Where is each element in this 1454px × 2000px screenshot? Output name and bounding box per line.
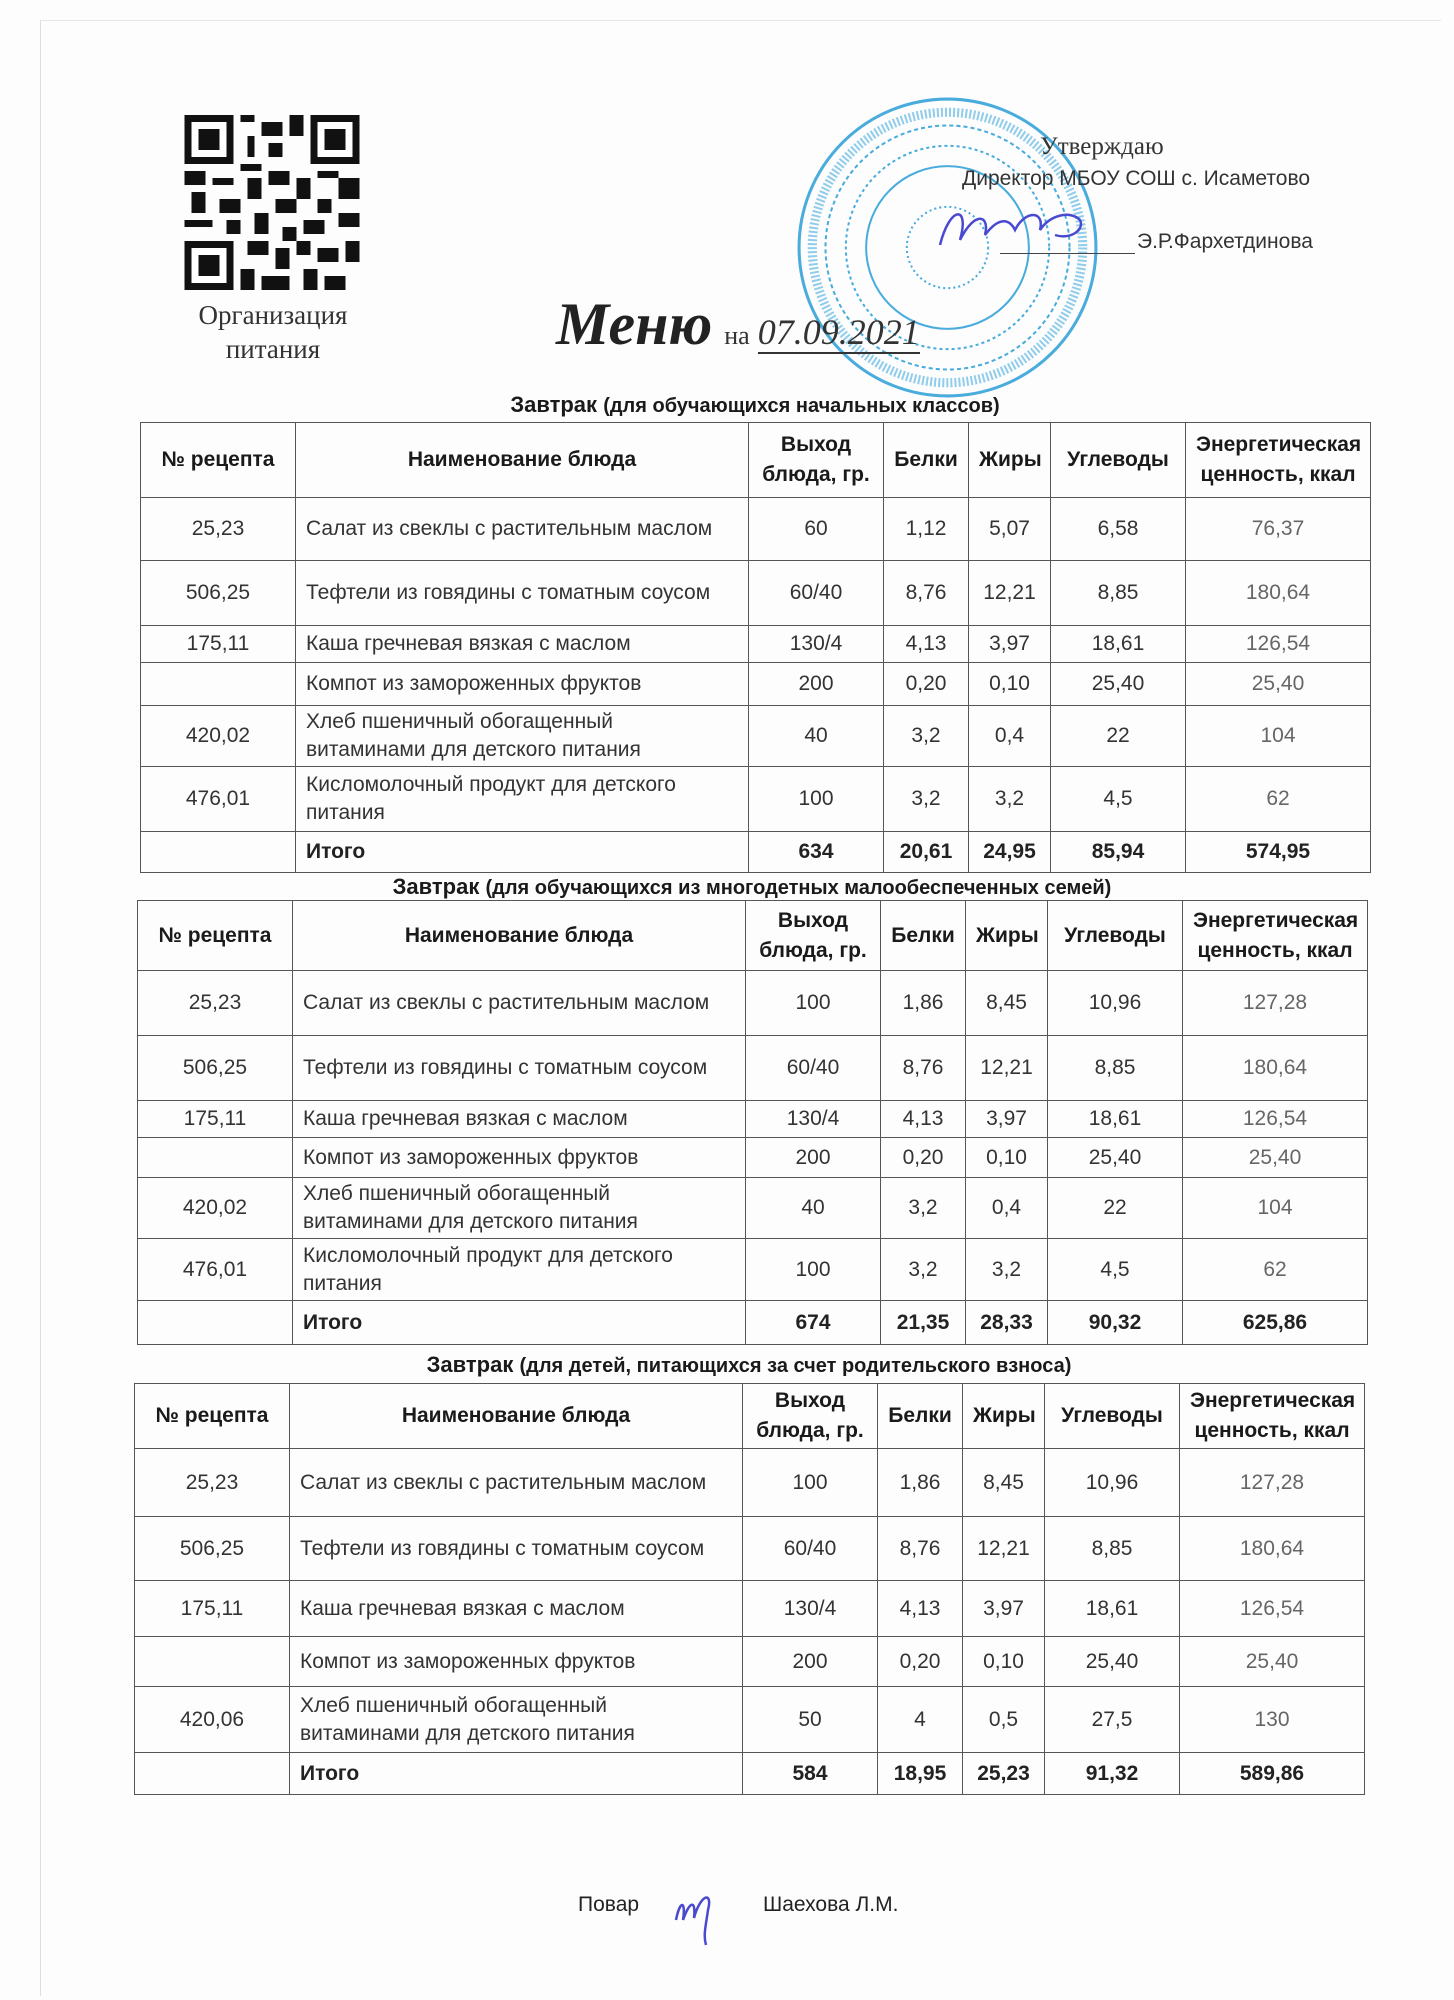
cell-energy-value: 126,54 bbox=[1180, 1581, 1365, 1637]
cell-fats: 3,97 bbox=[966, 1101, 1048, 1138]
column-header-dish-name: Наименование блюда bbox=[290, 1384, 743, 1449]
cell-portion-weight: 40 bbox=[749, 706, 884, 767]
section-subtitle: (для обучающихся начальных классов) bbox=[603, 395, 1000, 417]
organization-label bbox=[178, 298, 368, 366]
section-title-main: Завтрак bbox=[426, 1352, 514, 1377]
cell-carbohydrates: 18,61 bbox=[1051, 626, 1186, 663]
total-row bbox=[141, 832, 1371, 873]
table-row bbox=[141, 663, 1371, 706]
total-carbohydrates: 91,32 bbox=[1045, 1753, 1180, 1795]
org-label-line2: питания bbox=[225, 334, 321, 364]
table-row bbox=[138, 1138, 1368, 1178]
cell-proteins: 0,20 bbox=[881, 1138, 966, 1178]
section-subtitle: (для обучающихся из многодетных малообеспеченных семей) bbox=[485, 877, 1112, 899]
total-proteins: 18,95 bbox=[878, 1753, 963, 1795]
cell-energy-value: 127,28 bbox=[1180, 1449, 1365, 1517]
table-header-row bbox=[138, 901, 1368, 971]
cell-energy-value: 126,54 bbox=[1183, 1101, 1368, 1138]
cell-energy-value: 25,40 bbox=[1186, 663, 1371, 706]
cell-recipe-number: 25,23 bbox=[141, 498, 296, 561]
column-header-proteins: Белки bbox=[884, 423, 969, 498]
cell-dish-name: Компот из замороженных фруктов bbox=[293, 1138, 746, 1178]
cell-carbohydrates: 4,5 bbox=[1051, 767, 1186, 832]
cell-fats: 3,97 bbox=[963, 1581, 1045, 1637]
cell-dish-name: Тефтели из говядины с томатным соусом bbox=[290, 1517, 743, 1581]
column-header-recipe-number: № рецепта bbox=[135, 1384, 290, 1449]
cell-fats: 5,07 bbox=[969, 498, 1051, 561]
column-header-fats: Жиры bbox=[963, 1384, 1045, 1449]
cell-fats: 8,45 bbox=[966, 971, 1048, 1036]
column-header-fats: Жиры bbox=[969, 423, 1051, 498]
cell-portion-weight: 60/40 bbox=[743, 1517, 878, 1581]
total-row bbox=[135, 1753, 1365, 1795]
cell-portion-weight: 100 bbox=[746, 1239, 881, 1301]
table-row bbox=[135, 1687, 1365, 1753]
cell-dish-name: Каша гречневая вязкая с маслом bbox=[293, 1101, 746, 1138]
cell-proteins: 8,76 bbox=[878, 1517, 963, 1581]
column-header-energy-value: Энергетическая ценность, ккал bbox=[1186, 423, 1371, 498]
cell-recipe-number: 476,01 bbox=[141, 767, 296, 832]
table-row bbox=[135, 1517, 1365, 1581]
table-header-row bbox=[135, 1384, 1365, 1449]
cell-carbohydrates: 10,96 bbox=[1048, 971, 1183, 1036]
cell-recipe-number: 175,11 bbox=[141, 626, 296, 663]
total-fats: 28,33 bbox=[966, 1301, 1048, 1345]
cell-dish-name: Салат из свеклы с растительным маслом bbox=[296, 498, 749, 561]
cell-proteins: 0,20 bbox=[878, 1637, 963, 1687]
cell-carbohydrates: 4,5 bbox=[1048, 1239, 1183, 1301]
cell-energy-value: 180,64 bbox=[1180, 1517, 1365, 1581]
cell-fats: 0,10 bbox=[966, 1138, 1048, 1178]
total-fats: 24,95 bbox=[969, 832, 1051, 873]
cell-energy-value: 130 bbox=[1180, 1687, 1365, 1753]
total-row bbox=[138, 1301, 1368, 1345]
cell-fats: 8,45 bbox=[963, 1449, 1045, 1517]
table-row bbox=[141, 626, 1371, 663]
cell-energy-value: 126,54 bbox=[1186, 626, 1371, 663]
cell-recipe-number: 420,02 bbox=[138, 1178, 293, 1239]
cell-fats: 0,10 bbox=[969, 663, 1051, 706]
column-header-fats: Жиры bbox=[966, 901, 1048, 971]
cell-recipe-number bbox=[135, 1637, 290, 1687]
cell-portion-weight: 100 bbox=[743, 1449, 878, 1517]
cell-proteins: 8,76 bbox=[881, 1036, 966, 1101]
table-header-row bbox=[141, 423, 1371, 498]
cook-label: Повар bbox=[578, 1893, 640, 1916]
cell-energy-value: 25,40 bbox=[1183, 1138, 1368, 1178]
cell-energy-value: 62 bbox=[1183, 1239, 1368, 1301]
cell-proteins: 1,12 bbox=[884, 498, 969, 561]
cell-fats: 3,2 bbox=[969, 767, 1051, 832]
cell-fats: 3,2 bbox=[966, 1239, 1048, 1301]
cell-portion-weight: 130/4 bbox=[746, 1101, 881, 1138]
cell-dish-name: Каша гречневая вязкая с маслом bbox=[296, 626, 749, 663]
column-header-energy-value: Энергетическая ценность, ккал bbox=[1180, 1384, 1365, 1449]
table-row bbox=[141, 498, 1371, 561]
cell-dish-name: Тефтели из говядины с томатным соусом bbox=[293, 1036, 746, 1101]
cell-proteins: 3,2 bbox=[881, 1239, 966, 1301]
total-energy-value: 625,86 bbox=[1183, 1301, 1368, 1345]
total-proteins: 21,35 bbox=[881, 1301, 966, 1345]
cell-recipe-number: 476,01 bbox=[138, 1239, 293, 1301]
cell-energy-value: 25,40 bbox=[1180, 1637, 1365, 1687]
director-signature-icon bbox=[930, 195, 1100, 265]
column-header-energy-value: Энергетическая ценность, ккал bbox=[1183, 901, 1368, 971]
menu-date: 07.09.2021 bbox=[757, 312, 920, 352]
cell-fats: 0,4 bbox=[966, 1178, 1048, 1239]
table-row bbox=[135, 1449, 1365, 1517]
table-row bbox=[141, 706, 1371, 767]
total-energy-value: 574,95 bbox=[1186, 832, 1371, 873]
cell-proteins: 0,20 bbox=[884, 663, 969, 706]
total-portion-weight: 634 bbox=[749, 832, 884, 873]
cell-fats: 12,21 bbox=[969, 561, 1051, 626]
cell-fats: 0,4 bbox=[969, 706, 1051, 767]
cell-portion-weight: 130/4 bbox=[743, 1581, 878, 1637]
table-row bbox=[138, 1101, 1368, 1138]
cell-proteins: 1,86 bbox=[878, 1449, 963, 1517]
cell-portion-weight: 200 bbox=[743, 1637, 878, 1687]
cell-energy-value: 62 bbox=[1186, 767, 1371, 832]
cell-carbohydrates: 27,5 bbox=[1045, 1687, 1180, 1753]
total-recipe-number bbox=[138, 1301, 293, 1345]
cell-carbohydrates: 22 bbox=[1048, 1178, 1183, 1239]
cook-signature-icon bbox=[668, 1880, 728, 1950]
cell-proteins: 1,86 bbox=[881, 971, 966, 1036]
cell-proteins: 4,13 bbox=[878, 1581, 963, 1637]
cell-portion-weight: 130/4 bbox=[749, 626, 884, 663]
cell-proteins: 4 bbox=[878, 1687, 963, 1753]
total-recipe-number bbox=[135, 1753, 290, 1795]
table-row bbox=[138, 1239, 1368, 1301]
section-title bbox=[134, 1352, 1364, 1378]
cell-carbohydrates: 6,58 bbox=[1051, 498, 1186, 561]
cell-dish-name: Тефтели из говядины с томатным соусом bbox=[296, 561, 749, 626]
cell-carbohydrates: 18,61 bbox=[1048, 1101, 1183, 1138]
cell-carbohydrates: 8,85 bbox=[1045, 1517, 1180, 1581]
table-row bbox=[141, 767, 1371, 832]
column-header-dish-name: Наименование блюда bbox=[293, 901, 746, 971]
approve-label: Утверждаю bbox=[1040, 133, 1164, 160]
cell-portion-weight: 40 bbox=[746, 1178, 881, 1239]
total-carbohydrates: 90,32 bbox=[1048, 1301, 1183, 1345]
cell-recipe-number bbox=[138, 1138, 293, 1178]
cell-recipe-number: 420,02 bbox=[141, 706, 296, 767]
cell-dish-name: Каша гречневая вязкая с маслом bbox=[290, 1581, 743, 1637]
cell-portion-weight: 60/40 bbox=[746, 1036, 881, 1101]
total-dish-name: Итого bbox=[296, 832, 749, 873]
column-header-carbohydrates: Углеводы bbox=[1045, 1384, 1180, 1449]
total-dish-name: Итого bbox=[293, 1301, 746, 1345]
cell-fats: 0,10 bbox=[963, 1637, 1045, 1687]
cell-proteins: 4,13 bbox=[881, 1101, 966, 1138]
cell-energy-value: 76,37 bbox=[1186, 498, 1371, 561]
total-energy-value: 589,86 bbox=[1180, 1753, 1365, 1795]
cell-energy-value: 180,64 bbox=[1186, 561, 1371, 626]
cell-fats: 12,21 bbox=[966, 1036, 1048, 1101]
cell-dish-name: Компот из замороженных фруктов bbox=[296, 663, 749, 706]
column-header-recipe-number: № рецепта bbox=[141, 423, 296, 498]
cell-recipe-number: 420,06 bbox=[135, 1687, 290, 1753]
cell-recipe-number: 25,23 bbox=[135, 1449, 290, 1517]
cell-energy-value: 104 bbox=[1183, 1178, 1368, 1239]
table-row bbox=[138, 1036, 1368, 1101]
cell-energy-value: 180,64 bbox=[1183, 1036, 1368, 1101]
cell-portion-weight: 100 bbox=[749, 767, 884, 832]
column-header-proteins: Белки bbox=[878, 1384, 963, 1449]
cell-proteins: 3,2 bbox=[884, 767, 969, 832]
column-header-dish-name: Наименование блюда bbox=[296, 423, 749, 498]
total-dish-name: Итого bbox=[290, 1753, 743, 1795]
cell-carbohydrates: 8,85 bbox=[1048, 1036, 1183, 1101]
section-title-main: Завтрак bbox=[510, 392, 598, 417]
page-title bbox=[556, 290, 920, 359]
cell-recipe-number: 175,11 bbox=[138, 1101, 293, 1138]
table-row bbox=[138, 1178, 1368, 1239]
cell-carbohydrates: 25,40 bbox=[1048, 1138, 1183, 1178]
column-header-proteins: Белки bbox=[881, 901, 966, 971]
cell-carbohydrates: 18,61 bbox=[1045, 1581, 1180, 1637]
cell-portion-weight: 100 bbox=[746, 971, 881, 1036]
total-portion-weight: 584 bbox=[743, 1753, 878, 1795]
column-header-carbohydrates: Углеводы bbox=[1051, 423, 1186, 498]
cell-carbohydrates: 25,40 bbox=[1045, 1637, 1180, 1687]
column-header-recipe-number: № рецепта bbox=[138, 901, 293, 971]
cell-fats: 0,5 bbox=[963, 1687, 1045, 1753]
cell-portion-weight: 50 bbox=[743, 1687, 878, 1753]
section-title-main: Завтрак bbox=[392, 874, 480, 899]
column-header-carbohydrates: Углеводы bbox=[1048, 901, 1183, 971]
cell-carbohydrates: 22 bbox=[1051, 706, 1186, 767]
cell-dish-name: Кисломолочный продукт для детского питания bbox=[293, 1239, 746, 1301]
menu-table bbox=[134, 1383, 1365, 1795]
date-prefix: на bbox=[724, 321, 750, 350]
cell-energy-value: 104 bbox=[1186, 706, 1371, 767]
cell-fats: 3,97 bbox=[969, 626, 1051, 663]
cell-portion-weight: 200 bbox=[749, 663, 884, 706]
cell-proteins: 8,76 bbox=[884, 561, 969, 626]
signature-line bbox=[1000, 253, 1135, 254]
cell-proteins: 3,2 bbox=[884, 706, 969, 767]
column-header-portion-weight: Выход блюда, гр. bbox=[749, 423, 884, 498]
cell-proteins: 3,2 bbox=[881, 1178, 966, 1239]
cell-recipe-number: 506,25 bbox=[141, 561, 296, 626]
cell-portion-weight: 60/40 bbox=[749, 561, 884, 626]
column-header-portion-weight: Выход блюда, гр. bbox=[743, 1384, 878, 1449]
director-title: Директор МБОУ СОШ с. Исаметово bbox=[962, 167, 1311, 190]
cell-dish-name: Хлеб пшеничный обогащенный витаминами для детского питания bbox=[296, 706, 749, 767]
cell-carbohydrates: 8,85 bbox=[1051, 561, 1186, 626]
cell-energy-value: 127,28 bbox=[1183, 971, 1368, 1036]
total-proteins: 20,61 bbox=[884, 832, 969, 873]
total-recipe-number bbox=[141, 832, 296, 873]
cell-dish-name: Салат из свеклы с растительным маслом bbox=[290, 1449, 743, 1517]
column-header-portion-weight: Выход блюда, гр. bbox=[746, 901, 881, 971]
cell-dish-name: Хлеб пшеничный обогащенный витаминами для детского питания bbox=[293, 1178, 746, 1239]
total-portion-weight: 674 bbox=[746, 1301, 881, 1345]
cell-recipe-number: 25,23 bbox=[138, 971, 293, 1036]
qr-code-icon bbox=[183, 115, 361, 290]
menu-table bbox=[137, 900, 1368, 1345]
menu-title: Меню bbox=[556, 291, 713, 357]
org-label-line1: Организация bbox=[198, 300, 348, 330]
cell-proteins: 4,13 bbox=[884, 626, 969, 663]
cell-recipe-number: 506,25 bbox=[138, 1036, 293, 1101]
total-carbohydrates: 85,94 bbox=[1051, 832, 1186, 873]
section-title bbox=[140, 392, 1370, 418]
cell-dish-name: Салат из свеклы с растительным маслом bbox=[293, 971, 746, 1036]
cell-dish-name: Компот из замороженных фруктов bbox=[290, 1637, 743, 1687]
total-fats: 25,23 bbox=[963, 1753, 1045, 1795]
cell-carbohydrates: 10,96 bbox=[1045, 1449, 1180, 1517]
cell-portion-weight: 60 bbox=[749, 498, 884, 561]
cell-portion-weight: 200 bbox=[746, 1138, 881, 1178]
table-row bbox=[135, 1581, 1365, 1637]
table-row bbox=[135, 1637, 1365, 1687]
cell-fats: 12,21 bbox=[963, 1517, 1045, 1581]
cook-name: Шаехова Л.М. bbox=[763, 1893, 899, 1916]
director-name: Э.Р.Фархетдинова bbox=[1137, 230, 1313, 253]
cell-recipe-number bbox=[141, 663, 296, 706]
cell-carbohydrates: 25,40 bbox=[1051, 663, 1186, 706]
section-subtitle: (для детей, питающихся за счет родительского взноса) bbox=[519, 1355, 1072, 1377]
cell-dish-name: Кисломолочный продукт для детского питания bbox=[296, 767, 749, 832]
cell-recipe-number: 506,25 bbox=[135, 1517, 290, 1581]
cell-dish-name: Хлеб пшеничный обогащенный витаминами для детского питания bbox=[290, 1687, 743, 1753]
table-row bbox=[141, 561, 1371, 626]
table-row bbox=[138, 971, 1368, 1036]
menu-table bbox=[140, 422, 1371, 873]
cell-recipe-number: 175,11 bbox=[135, 1581, 290, 1637]
section-title bbox=[137, 874, 1367, 900]
